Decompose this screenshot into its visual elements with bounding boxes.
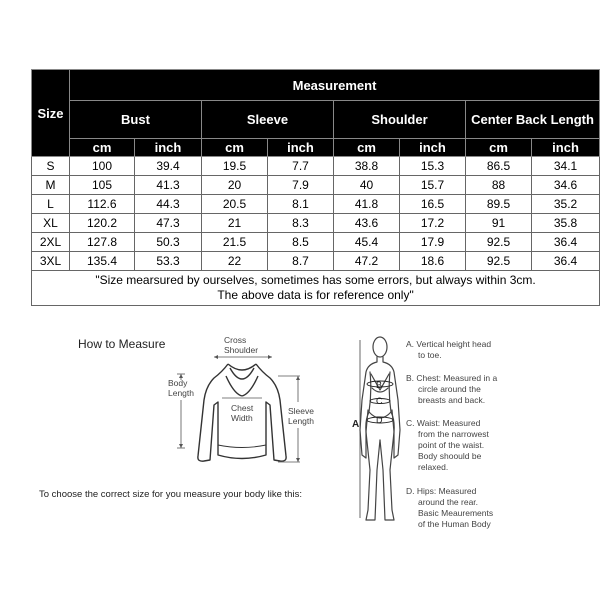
value-cell: 44.3 — [135, 195, 202, 214]
note-b-line: breasts and back. — [418, 395, 486, 405]
size-cell: 3XL — [32, 252, 70, 271]
value-cell: 17.9 — [400, 233, 466, 252]
value-cell: 45.4 — [334, 233, 400, 252]
note-c-line: C. Waist: Measured — [406, 418, 481, 428]
body-figure-illustration — [360, 337, 400, 520]
unit-header: inch — [400, 139, 466, 157]
value-cell: 8.7 — [268, 252, 334, 271]
note-d-line: D. Hips: Measured — [406, 486, 477, 496]
note-c-line: relaxed. — [418, 462, 449, 472]
value-cell: 22 — [202, 252, 268, 271]
value-cell: 41.8 — [334, 195, 400, 214]
note-a-line: A. Vertical height head — [406, 339, 492, 349]
value-cell: 35.2 — [532, 195, 600, 214]
value-cell: 53.3 — [135, 252, 202, 271]
size-cell: S — [32, 157, 70, 176]
cross-shoulder-label-2: Shoulder — [224, 345, 259, 355]
value-cell: 19.5 — [202, 157, 268, 176]
measure-instruction: To choose the correct size for you measure your body like this: — [39, 489, 302, 500]
size-cell: L — [32, 195, 70, 214]
value-cell: 36.4 — [532, 233, 600, 252]
value-cell: 39.4 — [135, 157, 202, 176]
value-cell: 112.6 — [70, 195, 135, 214]
cross-shoulder-label: Cross — [224, 335, 247, 345]
unit-header: cm — [334, 139, 400, 157]
value-cell: 21 — [202, 214, 268, 233]
unit-header: cm — [202, 139, 268, 157]
note-d-line: around the rear. — [418, 497, 479, 507]
label-d: D — [376, 415, 383, 425]
value-cell: 127.8 — [70, 233, 135, 252]
value-cell: 135.4 — [70, 252, 135, 271]
value-cell: 21.5 — [202, 233, 268, 252]
value-cell: 8.3 — [268, 214, 334, 233]
body-notes — [406, 339, 497, 529]
table-note-line: "Size mearsured by ourselves, sometimes has some errors, but always within 3cm. — [95, 273, 536, 287]
note-c-line: point of the waist. — [418, 440, 485, 450]
group-header: Sleeve — [202, 101, 334, 139]
body-length-label-2: Length — [168, 388, 194, 398]
value-cell: 35.8 — [532, 214, 600, 233]
value-cell: 92.5 — [466, 233, 532, 252]
value-cell: 120.2 — [70, 214, 135, 233]
value-cell: 38.8 — [334, 157, 400, 176]
group-header: Shoulder — [334, 101, 466, 139]
measurement-header: Measurement — [70, 70, 600, 101]
value-cell: 92.5 — [466, 252, 532, 271]
label-a: A — [352, 419, 360, 430]
value-cell: 40 — [334, 176, 400, 195]
chest-width-label-2: Width — [231, 413, 253, 423]
value-cell: 89.5 — [466, 195, 532, 214]
value-cell: 16.5 — [400, 195, 466, 214]
value-cell: 105 — [70, 176, 135, 195]
label-c: C — [376, 396, 383, 406]
chest-width-label: Chest — [231, 403, 254, 413]
size-cell: M — [32, 176, 70, 195]
value-cell: 7.7 — [268, 157, 334, 176]
unit-header: inch — [268, 139, 334, 157]
note-d-line: Basic Meaurements — [418, 508, 494, 518]
note-b-line: B. Chest: Measured in a — [406, 373, 498, 383]
size-cell: XL — [32, 214, 70, 233]
size-header: Size — [32, 70, 70, 157]
value-cell: 8.5 — [268, 233, 334, 252]
value-cell: 34.6 — [532, 176, 600, 195]
value-cell: 47.2 — [334, 252, 400, 271]
value-cell: 17.2 — [400, 214, 466, 233]
value-cell: 20.5 — [202, 195, 268, 214]
value-cell: 15.7 — [400, 176, 466, 195]
value-cell: 15.3 — [400, 157, 466, 176]
value-cell: 36.4 — [532, 252, 600, 271]
value-cell: 41.3 — [135, 176, 202, 195]
value-cell: 47.3 — [135, 214, 202, 233]
value-cell: 18.6 — [400, 252, 466, 271]
value-cell: 91 — [466, 214, 532, 233]
note-d-line: of the Human Body — [418, 519, 491, 529]
how-to-measure-title: How to Measure — [78, 337, 166, 351]
unit-header: inch — [135, 139, 202, 157]
note-a-line: to toe. — [418, 350, 442, 360]
value-cell: 100 — [70, 157, 135, 176]
body-length-label: Body — [168, 378, 188, 388]
label-b: B — [376, 380, 383, 390]
note-c-line: from the narrowest — [418, 429, 489, 439]
note-c-line: Body shoould be — [418, 451, 482, 461]
unit-header: cm — [466, 139, 532, 157]
group-header: Bust — [70, 101, 202, 139]
value-cell: 34.1 — [532, 157, 600, 176]
table-note-line: The above data is for reference only" — [217, 288, 414, 302]
sleeve-length-label-2: Length — [288, 416, 314, 426]
note-b-line: circle around the — [418, 384, 481, 394]
value-cell: 50.3 — [135, 233, 202, 252]
value-cell: 20 — [202, 176, 268, 195]
size-cell: 2XL — [32, 233, 70, 252]
value-cell: 43.6 — [334, 214, 400, 233]
sleeve-length-label: Sleeve — [288, 406, 314, 416]
value-cell: 8.1 — [268, 195, 334, 214]
group-header: Center Back Length — [466, 101, 600, 139]
value-cell: 7.9 — [268, 176, 334, 195]
value-cell: 86.5 — [466, 157, 532, 176]
value-cell: 88 — [466, 176, 532, 195]
unit-header: cm — [70, 139, 135, 157]
unit-header: inch — [532, 139, 600, 157]
